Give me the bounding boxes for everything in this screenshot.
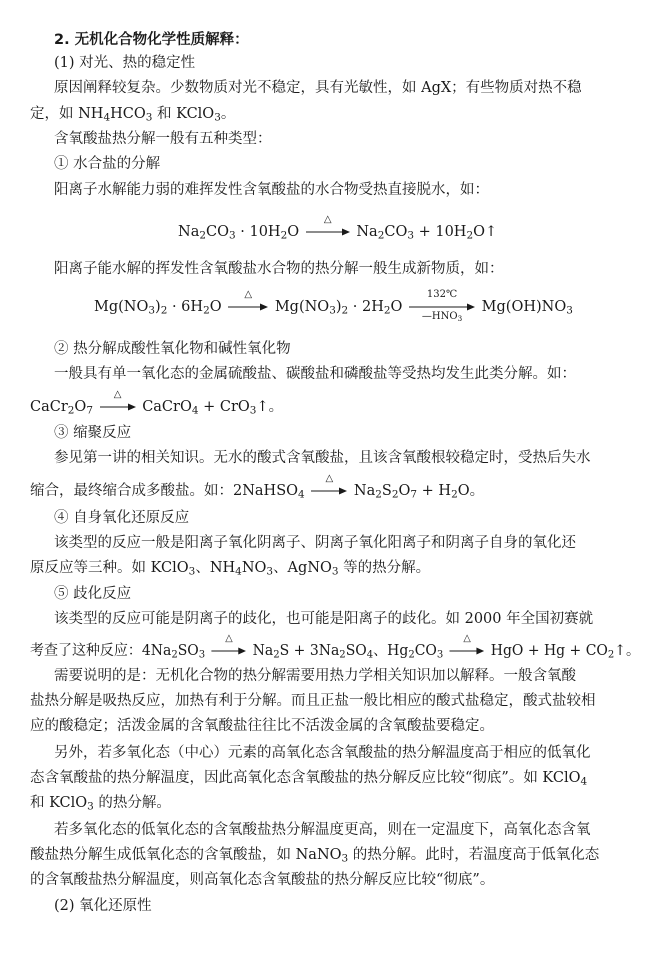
paragraph-line: 该类型的反应可能是阴离子的歧化，也可能是阳离子的歧化。如 2000 年全国初赛就: [54, 611, 594, 627]
item-heading-disproportionation: ⑤ 歧化反应: [54, 586, 132, 602]
equation-hydrate-dehydration: $Na_2CO_3 \cdot 10H_2O$ △ $Na_2CO_3$ + $10H_2O↑$: [178, 214, 498, 242]
equation-cacr2o7: $CaCr_2O_7$ △ CaCrO$_4$ + CrO$_3$↑。: [30, 389, 284, 417]
gas-up-arrow-icon: ↑: [256, 399, 269, 415]
paragraph-line: 原反应等三种。如 KClO$_3$、$NH_4NO_3$、AgNO$_3$ 等的热分解。: [30, 560, 431, 578]
reaction-arrow: △: [306, 228, 350, 236]
paragraph-line: 需要说明的是：无机化合物的热分解需要用热力学相关知识加以解释。一般含氧酸: [54, 668, 576, 684]
reaction-arrow: △: [450, 647, 485, 655]
paragraph-line: 该类型的反应一般是阳离子氧化阴离子、阴离子氧化阳离子和阴离子自身的氧化还: [54, 535, 576, 551]
reaction-arrow: △: [228, 303, 268, 311]
reaction-arrow: △: [311, 487, 347, 495]
paragraph-line: 酸盐热分解生成低氧化态的含氧酸盐，如 NaNO$_3$ 的热分解。此时，若温度高于低氧化态: [30, 847, 600, 865]
gas-up-arrow-icon: ↑: [485, 224, 498, 240]
paragraph-line: 态含氧酸盐的热分解温度，因此高氧化态含氧酸盐的热分解反应比较“彻底”。如 KClO$_4$: [30, 770, 588, 788]
paragraph-line: 若多氧化态的低氧化态的含氧酸盐热分解温度更高，则在一定温度下，高氧化态含氧: [54, 822, 591, 838]
paragraph-line: 参见第一讲的相关知识。无水的酸式含氧酸盐，且该含氧酸根较稳定时，受热后失水: [54, 450, 591, 466]
paragraph-line: 盐热分解是吸热反应，加热有利于分解。而且正盐一般比相应的酸式盐稳定，酸式盐较相: [30, 693, 596, 709]
paragraph-line: 阳离子水解能力弱的难挥发性含氧酸盐的水合物受热直接脱水，如：: [54, 182, 489, 198]
reaction-arrow: △: [212, 647, 247, 655]
paragraph-line: 另外，若多氧化态（中心）元素的高氧化态含氧酸盐的热分解温度高于相应的低氧化: [54, 745, 591, 761]
paragraph-line: 定，如 $NH_4HCO_3$ 和 KClO$_3$。: [30, 106, 236, 124]
paragraph-line: 一般具有单一氧化态的金属硫酸盐、碳酸盐和磷酸盐等受热均发生此类分解。如：: [54, 366, 576, 382]
reaction-arrow-conditions: 132℃ $—HNO_3$: [409, 303, 475, 311]
paragraph-line: 的含氧酸盐热分解温度，则高氧化态含氧酸盐的热分解反应比较“彻底”。: [30, 872, 495, 888]
section-heading: 2. 无机化合物化学性质解释：: [54, 32, 249, 48]
paragraph-line: 和 KClO$_3$ 的热分解。: [30, 795, 171, 813]
paragraph-line: 阳离子能水解的挥发性含氧酸盐水合物的热分解一般生成新物质，如：: [54, 261, 504, 277]
paragraph-line-with-equation: 考查了这种反应：$4Na_2SO_3$ △ $Na_2S + 3Na_2SO_4$、$Hg_2CO_3$ △ HgO + $Hg + CO_2↑$。: [30, 633, 641, 661]
paragraph-line: 原因阐释较复杂。少数物质对光不稳定，具有光敏性，如 AgX；有些物质对热不稳: [54, 80, 582, 96]
gas-up-arrow-icon: ↑: [614, 643, 627, 659]
reaction-arrow: △: [100, 403, 136, 411]
item-heading-hydrate: ① 水合盐的分解: [54, 156, 161, 172]
equation-mg-nitrate: $Mg(NO_3)_2 \cdot 6H_2O$ △ $Mg(NO_3)_2 \cdot 2H_2O$ 132℃ $—HNO_3$ $Mg(OH)NO_3$: [94, 289, 573, 323]
paragraph-line: 应的酸稳定；活泼金属的含氧酸盐往往比不活泼金属的含氧酸盐要稳定。: [30, 718, 494, 734]
subsection-title-redox: (2) 氧化还原性: [54, 898, 152, 914]
paragraph-line: 含氧酸盐热分解一般有五种类型：: [54, 131, 272, 147]
paragraph-line-with-equation: 缩合，最终缩合成多酸盐。如：2NaHSO$_4$ △ $Na_2S_2O_7 + H_2O$。: [30, 473, 485, 501]
subsection-title-stability: (1) 对光、热的稳定性: [54, 55, 196, 71]
item-heading-self-redox: ④ 自身氧化还原反应: [54, 510, 190, 526]
item-heading-condensation: ③ 缩聚反应: [54, 425, 132, 441]
item-heading-oxides: ② 热分解成酸性氧化物和碱性氧化物: [54, 341, 291, 357]
